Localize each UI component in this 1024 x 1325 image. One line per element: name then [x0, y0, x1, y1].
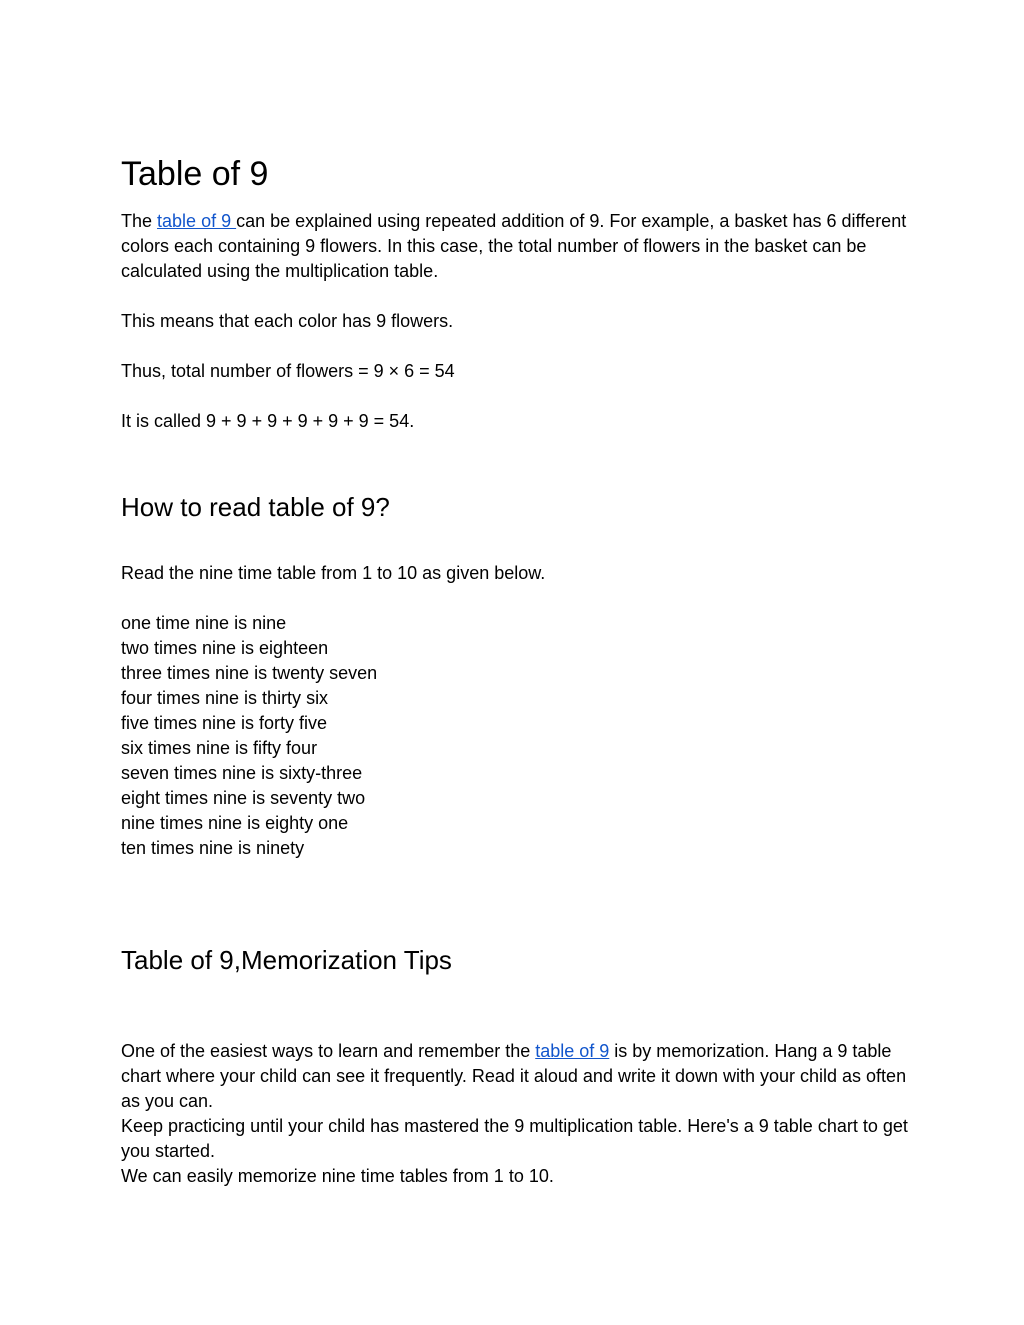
total-paragraph: Thus, total number of flowers = 9 × 6 = 54	[121, 361, 455, 381]
means-paragraph: This means that each color has 9 flowers.	[121, 311, 454, 331]
section-heading-read: How to read table of 9?	[121, 492, 390, 522]
list-item: three times nine is twenty seven	[121, 663, 378, 683]
list-item: seven times nine is sixty-three	[121, 763, 363, 783]
table-of-9-link-2[interactable]: table of 9	[535, 1041, 610, 1061]
list-item: five times nine is forty five	[121, 713, 328, 733]
list-item: six times nine is fifty four	[121, 738, 318, 758]
list-item: one time nine is nine	[121, 613, 287, 633]
list-item: eight times nine is seventy two	[121, 788, 366, 808]
page-title: Table of 9	[121, 155, 269, 193]
list-item: ten times nine is ninety	[121, 838, 305, 858]
tips-paragraph-1	[121, 1039, 911, 1114]
tips-text-start: One of the easiest ways to learn and remember the	[121, 1041, 536, 1061]
intro-text-rest: can be explained using repeated addition of 9. For example, a basket has 6 different colors each containing 9 flowers. In this case, the total number of flowers in the basket can be calculated using the multiplication table.	[121, 211, 907, 281]
tips-text-rest: is by memorization. Hang a 9 table chart where your child can see it frequently. Read it aloud and write it down with your child as often as you can.	[121, 1041, 907, 1111]
table-of-9-link[interactable]: table of 9	[157, 211, 237, 231]
intro-text-start: The	[121, 211, 158, 231]
repeated-addition-paragraph: It is called 9 + 9 + 9 + 9 + 9 + 9 = 54.	[121, 411, 415, 431]
section-heading-tips: Table of 9,Memorization Tips	[121, 945, 452, 975]
nine-times-list	[121, 611, 911, 861]
list-item: nine times nine is eighty one	[121, 813, 349, 833]
tips-block	[121, 1039, 911, 1189]
list-item: two times nine is eighteen	[121, 638, 329, 658]
list-item: four times nine is thirty six	[121, 688, 329, 708]
read-intro-paragraph: Read the nine time table from 1 to 10 as given below.	[121, 563, 546, 583]
tips-paragraph-3: We can easily memorize nine time tables from 1 to 10.	[121, 1166, 554, 1186]
intro-paragraph	[121, 209, 911, 284]
tips-paragraph-2: Keep practicing until your child has mastered the 9 multiplication table. Here's a 9 table chart to get you started.	[121, 1116, 908, 1161]
